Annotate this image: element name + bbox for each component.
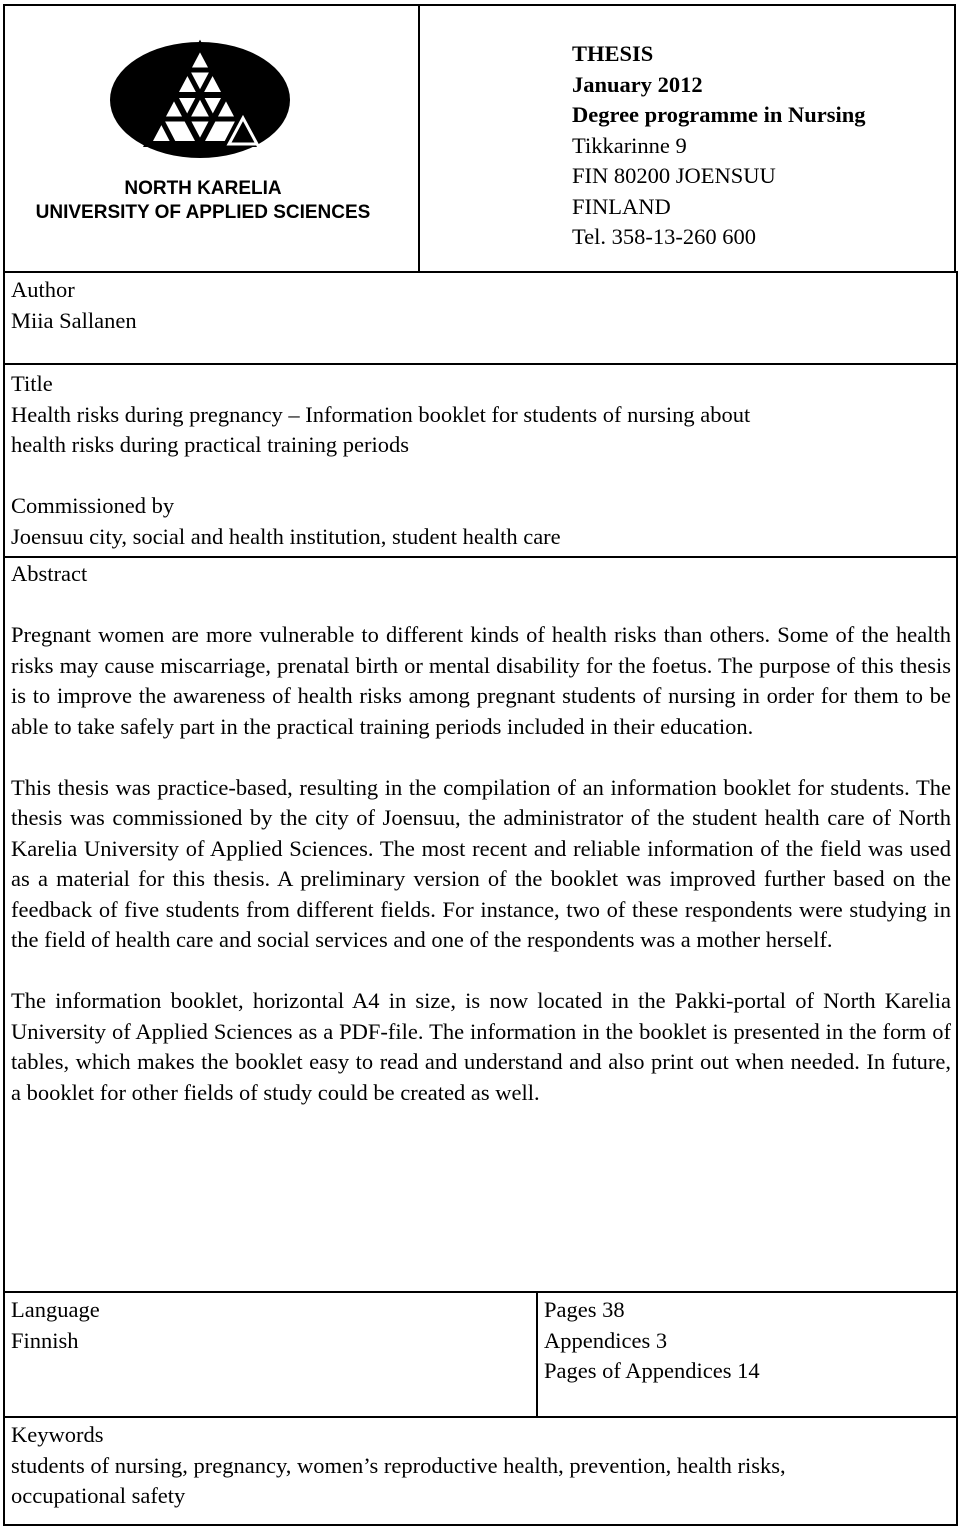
main-box [3,363,958,1293]
address-line: Tikkarinne 9 [572,132,687,158]
degree-programme: Degree programme in Nursing [572,102,866,127]
keywords-label: Keywords [11,1422,104,1447]
university-logo [5,6,418,271]
keywords-value-line: occupational safety [11,1483,186,1508]
logo-box [3,4,420,273]
pages-box [536,1291,958,1418]
author-label: Author [11,277,75,302]
keywords-box [3,1416,958,1526]
abstract-paragraph: Pregnant women are more vulnerable to different kinds of health risks than others. Some of the health risks may cause miscarriage, prenatal birth or mental disability for the foetus. The purpose of this thesis is to improve the awareness of health risks among pregnant students of nursing in order for them to be able to take safely part in the practical training periods included in their education. [11,622,951,739]
appendices-count: Appendices 3 [544,1327,668,1353]
phone-line: Tel. 358-13-260 600 [572,224,757,249]
title-value-line: health risks during practical training periods [11,432,410,457]
doc-type: THESIS [572,41,654,66]
language-value: Finnish [11,1327,79,1353]
abstract-paragraph: The information booklet, horizontal A4 in size, is now located in the Pakki-portal of North Karelia University of Applied Sciences as a PDF-file. The information in the booklet is presented in the form of tables, which makes the booklet easy to read and understand and also print out when needed. In future, a booklet for other fields of study could be created as well. [11,988,951,1105]
language-label: Language [11,1297,100,1322]
logo-text-line2: UNIVERSITY OF APPLIED SCIENCES [35,202,371,223]
abstract-paragraph: This thesis was practice-based, resulting in the compilation of an information booklet for students. The thesis was commissioned by the city of Joensuu, the administrator of the student health care of North Karelia University of Applied Sciences. The most recent and reliable information of the field was used as a material for this thesis. A preliminary version of the booklet was improved further based on the feedback of five students from different fields. For instance, two of these respondents were studying in the field of health care and social services and one of the respondents was a mother herself. [11,774,951,952]
pages-count: Pages 38 [544,1297,625,1322]
address-line: FIN 80200 JOENSUU [572,163,776,188]
abstract-divider [5,556,956,558]
title-value-line: Health risks during pregnancy – Information booklet for students of nursing about [11,401,751,427]
commissioned-value: Joensuu city, social and health institution, student health care [11,523,561,549]
commissioned-label: Commissioned by [11,493,175,518]
abstract-body [11,620,951,1108]
title-label: Title [11,371,53,396]
keywords-value-line: students of nursing, pregnancy, women’s reproductive health, prevention, health risks, [11,1452,786,1478]
author-box [3,271,958,365]
abstract-label: Abstract [11,561,88,586]
header-box [418,4,956,273]
logo-text-line1: NORTH KARELIA [124,178,282,199]
language-box [3,1291,538,1418]
author-name: Miia Sallanen [11,307,137,333]
thesis-date: January 2012 [572,71,703,97]
appendix-pages-count: Pages of Appendices 14 [544,1358,760,1383]
address-line: FINLAND [572,193,671,219]
